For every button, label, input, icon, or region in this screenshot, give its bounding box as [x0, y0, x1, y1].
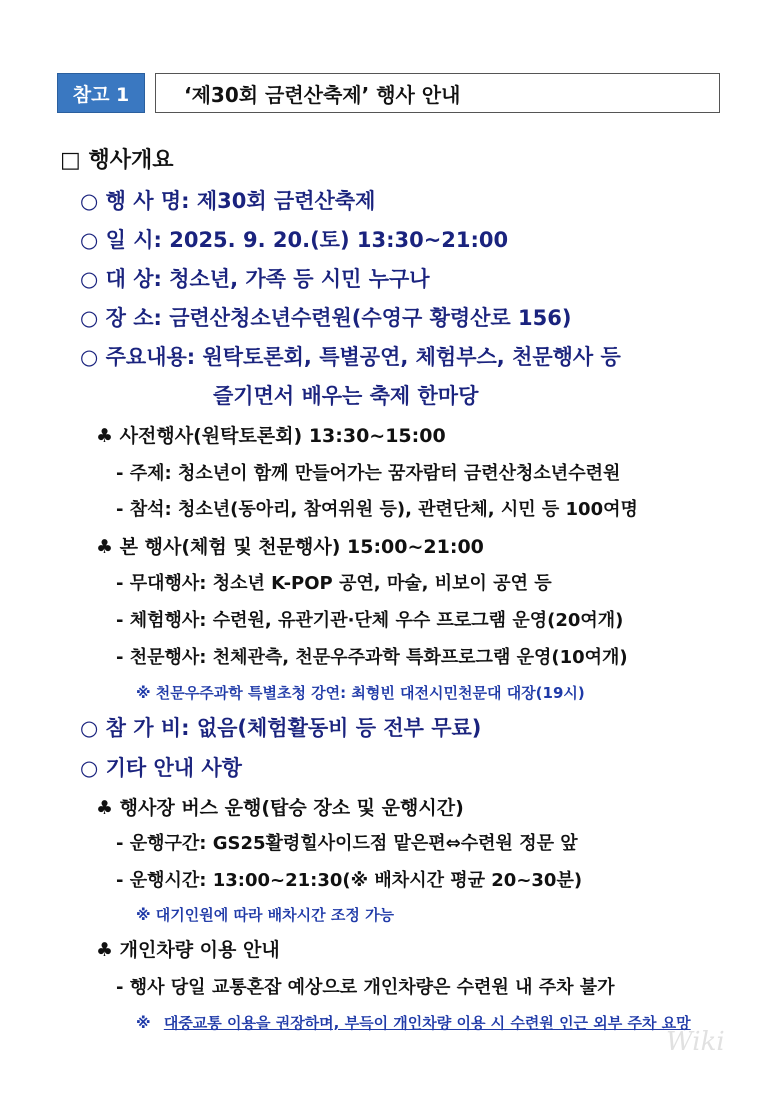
main-event-experience: - 체험행사: 수련원, 유관기관·단체 우수 프로그램 운영(20여개): [116, 610, 624, 631]
document-header: [57, 73, 720, 113]
car-note: [136, 1012, 691, 1033]
participation-fee: ○ 참 가 비: 없음(체험활동비 등 전부 무료): [80, 716, 482, 740]
event-datetime: ○ 일 시: 2025. 9. 20.(토) 13:30~21:00: [80, 228, 509, 252]
main-event-astronomy: - 천문행사: 천체관측, 천문우주과학 특화프로그램 운영(10여개): [116, 647, 628, 668]
bus-title: ♣ 행사장 버스 운행(탑승 장소 및 운행시간): [96, 797, 464, 819]
car-note-text: 대중교통 이용을 권장하며, 부득이 개인차량 이용 시 수련원 인근 외부 주차 요망: [163, 1014, 691, 1032]
event-content-line1: ○ 주요내용: 원탁토론회, 특별공연, 체험부스, 천문행사 등: [80, 345, 621, 369]
main-event-stage: - 무대행사: 청소년 K-POP 공연, 마술, 비보이 공연 등: [116, 573, 552, 594]
event-venue: ○ 장 소: 금련산청소년수련원(수영구 황령산로 156): [80, 306, 572, 330]
event-target: ○ 대 상: 청소년, 가족 등 시민 누구나: [80, 267, 430, 291]
car-note-mark: ※: [136, 1014, 151, 1032]
event-content-line2: 즐기면서 배우는 축제 한마당: [213, 384, 479, 408]
bus-note: ※ 대기인원에 따라 배차시간 조정 가능: [136, 906, 395, 924]
car-title: ♣ 개인차량 이용 안내: [96, 939, 280, 961]
astronomy-lecture-note: ※ 천문우주과학 특별초청 강연: 최형빈 대전시민천문대 대장(19시): [136, 684, 585, 702]
pre-event-title: ♣ 사전행사(원탁토론회) 13:30~15:00: [96, 425, 446, 447]
overview-heading: □ 행사개요: [60, 148, 174, 173]
event-name: ○ 행 사 명: 제30회 금련산축제: [80, 189, 376, 213]
pre-event-attendees: - 참석: 청소년(동아리, 참여위원 등), 관련단체, 시민 등 100여명: [116, 499, 638, 520]
bus-time: - 운행시간: 13:00~21:30(※ 배차시간 평균 20~30분): [116, 870, 583, 891]
car-desc: - 행사 당일 교통혼잡 예상으로 개인차량은 수련원 내 주차 불가: [116, 977, 615, 998]
main-event-title: ♣ 본 행사(체험 및 천문행사) 15:00~21:00: [96, 536, 484, 558]
bus-route: - 운행구간: GS25활령힐사이드점 맡은편⇔수련원 정문 앞: [116, 833, 578, 854]
document-title: ‘제30회 금련산축제’ 행사 안내: [155, 73, 720, 113]
watermark-logo: Wiki: [666, 1027, 725, 1057]
other-info-heading: ○ 기타 안내 사항: [80, 756, 242, 780]
pre-event-topic: - 주제: 청소년이 함께 만들어가는 꿈자람터 금련산청소년수련원: [116, 463, 621, 484]
reference-badge: 참고 1: [57, 73, 145, 113]
